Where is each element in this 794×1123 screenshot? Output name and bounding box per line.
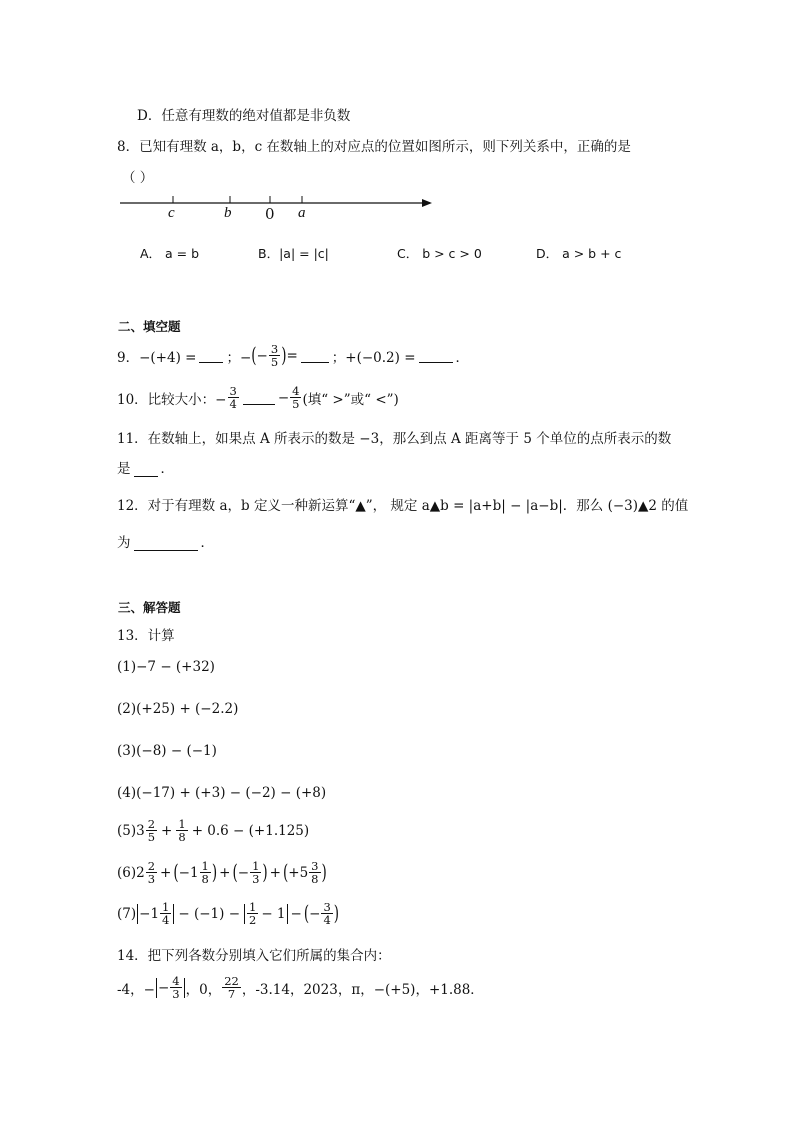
q13-title: 13．计算 xyxy=(117,628,175,644)
q10-fraction-2: $\frac{4}{5}$ xyxy=(292,384,300,412)
q12-line-2: 为 ． xyxy=(117,535,214,551)
axis-label-a: a xyxy=(298,205,306,221)
q11-line-1: 11．在数轴上，如果点 A 所表示的数是 −3，那么到点 A 距离等于 5 个单位的点所表示的数 xyxy=(117,431,672,447)
q9-part3: = xyxy=(286,347,298,364)
q13-item-6: (6) 2 $\frac{2}{3}$ + ( − 1 $\frac{1}{8}$ ) + ( − $\frac{1}{3}$ ) + ( + 5 $\frac{3}{8}$ ) xyxy=(117,859,327,887)
q10-blank[interactable] xyxy=(243,391,275,405)
q9-blank-2[interactable] xyxy=(301,349,329,363)
arrow-icon xyxy=(422,199,432,207)
q11-line-2: 是 ． xyxy=(117,461,174,477)
q9-end: ． xyxy=(455,349,470,366)
axis-label-0: 0 xyxy=(265,205,275,223)
q11-blank[interactable] xyxy=(134,463,158,477)
q14-title: 14．把下列各数分别填入它们所属的集合内： xyxy=(117,948,391,964)
q8-option-a: A． a = b xyxy=(140,246,200,261)
q14-list: -4，− − $\frac{4}{3}$ ，0， $\frac{22}{7}$ ，-3.14，2023，π，−(+5)，+1.88． xyxy=(117,974,484,1002)
q8-option-b-expr: |a| = |c| xyxy=(279,246,329,261)
q9-blank-3[interactable] xyxy=(419,349,453,363)
q9-part2: ；− xyxy=(226,349,252,366)
axis-label-c: c xyxy=(168,205,175,221)
q8-paren: （ ） xyxy=(122,170,154,186)
q12-blank[interactable] xyxy=(134,537,198,551)
q8-option-d: D． a > b + c xyxy=(536,246,622,261)
axis-label-b: b xyxy=(224,205,232,221)
section-3-title: 三、解答题 xyxy=(118,600,181,615)
q9-part4: ；+(−0.2) = xyxy=(331,349,416,366)
number-line xyxy=(118,188,438,228)
q10-prefix: 10．比较大小：− xyxy=(117,391,227,408)
section-2-title: 二、填空题 xyxy=(118,319,181,334)
q10-suffix: (填“ >”或“ <”) xyxy=(302,391,399,408)
q13-item-1: (1)−7 − (+32) xyxy=(117,659,215,675)
q9-part1: 9．−(+4) = xyxy=(117,349,197,366)
q13-item-7: (7) − 1 $\frac{1}{4}$ − (−1) − $\frac{1}{2}$ − 1 − ( − $\frac{3}{4}$ ) xyxy=(117,900,340,928)
q9-line: 9．−(+4) = ；− ( − $\frac{3}{5}$ ) = ；+(−0.2) = ． xyxy=(117,342,470,370)
q13-item-5: (5) 3 $\frac{2}{5}$ + $\frac{1}{8}$ + 0.6 − (+1.125) xyxy=(117,817,310,845)
q10-minus: − xyxy=(277,389,290,406)
q10-line xyxy=(117,385,399,410)
q13-item-2: (2)(+25) + (−2.2) xyxy=(117,701,239,717)
q9-fraction: $\frac{3}{5}$ xyxy=(270,342,279,370)
q12-line-1: 12．对于有理数 a，b 定义一种新运算“▲”， 规定 a▲b = |a+b| − |a−b|．那么 (−3)▲2 的值 xyxy=(117,498,689,514)
q8-stem: 8．已知有理数 a，b，c 在数轴上的对应点的位置如图所示，则下列关系中，正确的是 xyxy=(117,139,631,155)
q13-item-3: (3)(−8) − (−1) xyxy=(117,743,217,759)
q10-fraction-1: $\frac{3}{4}$ xyxy=(229,384,237,412)
q9-blank-1[interactable] xyxy=(199,349,223,363)
q7-option-d: D．任意有理数的绝对值都是非负数 xyxy=(137,108,351,124)
q13-item-4: (4)(−17) + (+3) − (−2) − (+8) xyxy=(117,785,327,801)
q8-option-c: C． b > c > 0 xyxy=(397,246,482,261)
q8-option-b xyxy=(258,244,329,262)
q8-option-b-prefix: B． xyxy=(258,246,280,261)
